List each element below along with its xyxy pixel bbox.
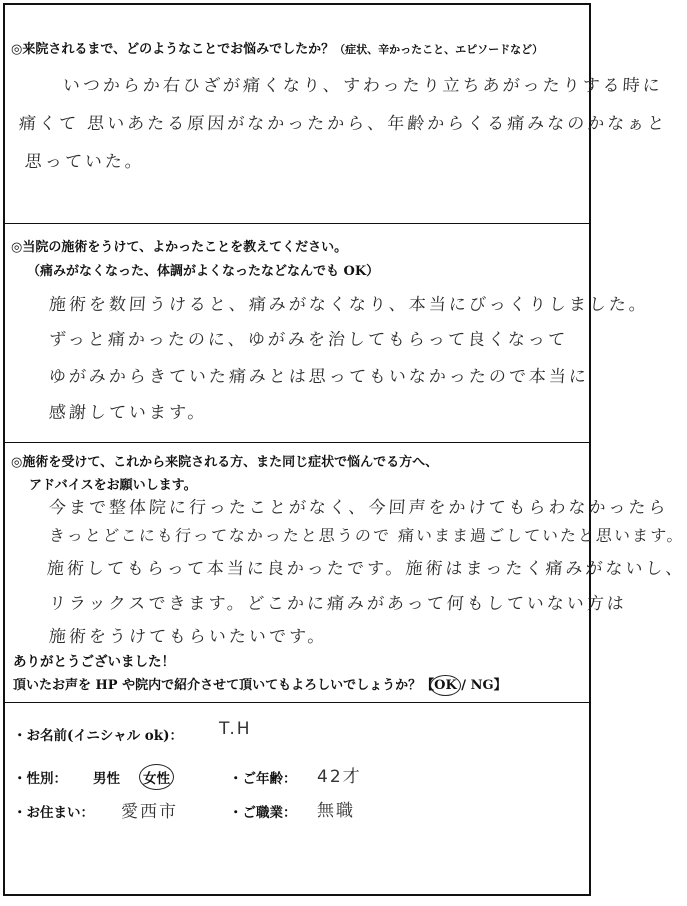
q3-answer-line-2: きっとどこにも行ってなかったと思うので 痛いまま過ごしていたと思います。 xyxy=(48,526,686,545)
gender-female-circled xyxy=(143,767,170,787)
address-value: 愛西市 xyxy=(121,802,178,822)
section-divider-2 xyxy=(5,442,589,443)
q1-answer-line-3: 思っていた。 xyxy=(24,152,146,172)
q3-answer-line-4: リラックスできます。どこかに痛みがあって何もしていない方は xyxy=(48,594,628,614)
name-label: ・お名前(イニシャル ok)： xyxy=(13,728,184,744)
consent-question xyxy=(13,674,507,693)
job-value: 無職 xyxy=(317,801,355,821)
gender-male: 男性 xyxy=(93,771,120,787)
q2-answer-line-4: 感謝しています。 xyxy=(48,403,209,423)
consent-bracket-open: 【 xyxy=(421,678,435,693)
q2-answer-line-1: 施術を数回うけると、痛みがなくなり、本当にびっくりしました。 xyxy=(48,295,650,315)
q1-answer-line-2: 痛くて 思いあたる原因がなかったから、年齢からくる痛みなのかなぁと xyxy=(18,114,668,134)
consent-ok-circled[interactable]: OK xyxy=(434,678,457,693)
q2-hint: （痛みがなくなった、体調がよくなったなどなんでも OK） xyxy=(27,264,380,279)
q1-hint: （症状、辛かったこと、エピソードなど） xyxy=(334,43,544,56)
section-divider-3 xyxy=(5,702,589,703)
gender-female: 女性 xyxy=(143,767,170,787)
consent-separator: / xyxy=(456,678,471,693)
name-value: T.H xyxy=(219,719,252,739)
q3-title-line-2: アドバイスをお願いします。 xyxy=(29,478,197,493)
consent-question-text: 頂いたお声を HP や院内で紹介させて頂いてもよろしいでしょうか？ xyxy=(13,678,422,693)
age-label: ・ご年齢： xyxy=(229,771,297,787)
job-label: ・ご職業： xyxy=(229,805,297,821)
section-divider-1 xyxy=(5,223,589,224)
gender-label: ・性別： xyxy=(13,771,67,787)
age-value: 42才 xyxy=(317,767,362,787)
q1-title xyxy=(11,38,543,57)
thanks-text: ありがとうございました！ xyxy=(13,654,175,670)
q3-answer-line-3: 施術してもらって本当に良かったです。施術はまったく痛みがないし、 xyxy=(46,559,687,579)
survey-form xyxy=(3,3,687,896)
consent-bracket-close: 】 xyxy=(493,678,507,693)
q2-title: ◎当院の施術をうけて、よかったことを教えてください。 xyxy=(11,240,348,255)
address-label: ・お住まい： xyxy=(13,805,94,821)
q1-title-text: ◎来院されるまで、どのようなことでお悩みでしたか？ xyxy=(11,42,335,57)
q3-answer-line-5: 施術をうけてもらいたいです。 xyxy=(48,627,329,647)
consent-ng[interactable]: NG xyxy=(470,678,494,693)
q3-answer-line-1: 今まで整体院に行ったことがなく、今回声をかけてもらわなかったら xyxy=(48,498,670,518)
q1-answer-line-1: いつからか右ひざが痛くなり、すわったり立ちあがったりする時に xyxy=(62,76,664,96)
q2-answer-line-2: ずっと痛かったのに、ゆがみを治してもらって良くなって xyxy=(48,330,569,350)
q2-answer-line-3: ゆがみからきていた痛みとは思ってもいなかったので本当に xyxy=(48,367,590,387)
q3-title: ◎施術を受けて、これから来院される方、また同じ症状で悩んでる方へ、 xyxy=(11,455,439,470)
